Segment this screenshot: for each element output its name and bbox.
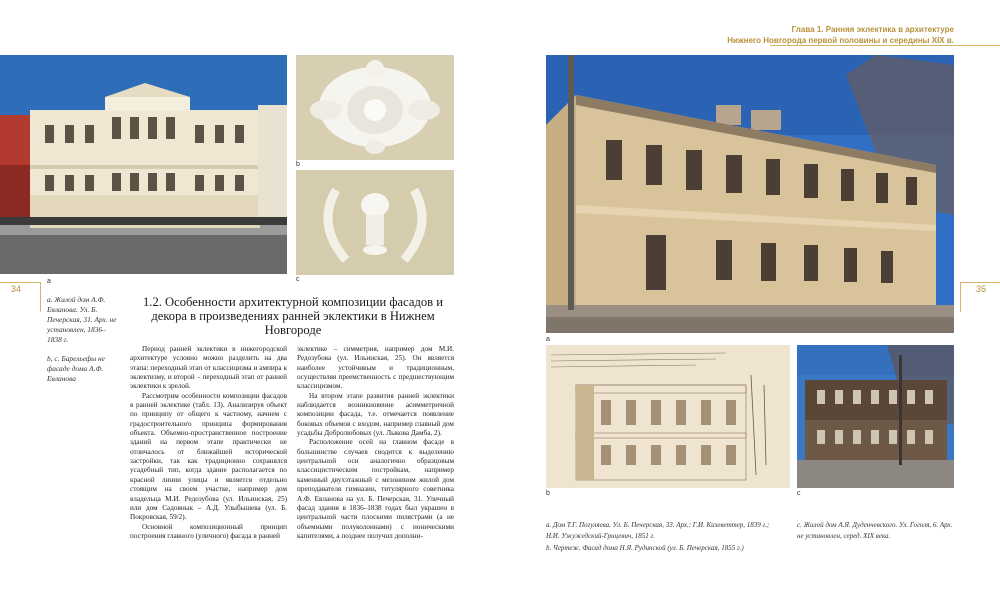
page-rule-right xyxy=(960,282,1000,283)
photo-relief-cartouche xyxy=(296,55,454,160)
paragraph: Рассмотрим особенности композиции фасадов в ранней эклектике (табл. 13). Анализируя объект по принципу от общего к частному, начнем с градостроительного принципа формирования объекта. Объемно-пространственное построение зданий на первом этапе практически не отличалось от ближайшей исторической застройки, так как традиционно сохранялся усадебный тип, когда здание располагается по красной линии улицы и является отдельно стоящим на своем участке, например дом владельца М.И. Редозубова (ул. Ильинская, 25) или дом Садовнык – А.Д. Улыбышева (ул. Б. Покровская, 59/2). xyxy=(130,391,287,522)
photo-label-b: b xyxy=(296,161,300,168)
photo-facade-drawing xyxy=(546,345,790,488)
chapter-header-line2: Нижнего Новгорода первой половины и середины XIX в. xyxy=(727,36,954,45)
body-column-2 xyxy=(297,345,454,541)
photo-pogulyaev-house xyxy=(546,55,954,333)
caption-photo-bc: b, c. Барельефы не фасаде дома А.Ф. Евланова xyxy=(47,354,105,383)
photo-label-right-c: c xyxy=(797,490,801,497)
caption-right-b: b. Чертеж. Фасад дома Н.Я. Рудинской (ул. Б. Печерская, 1855 г.) xyxy=(546,544,744,552)
page-rule-right-vertical xyxy=(960,282,961,312)
photo-label-right-a: a xyxy=(546,336,550,343)
page-number-left: 34 xyxy=(11,284,22,294)
chapter-header xyxy=(727,24,954,46)
chapter-header-line1: Глава 1. Ранняя эклектика в архитектуре xyxy=(791,25,954,34)
caption-right-a: а. Дом Т.Г. Погуляева. Ул. Б. Печерская, 33. Арх.: Г.И. Кизеветтер, 1839 г.; Н.И. Ужужедский-Грицевич, 1851 г. xyxy=(546,521,770,540)
chapter-header-rule xyxy=(770,45,1000,46)
caption-right-c: c. Жилой дом А.Я. Дуденчевского. Ул. Гоголя, 6. Арх. не установлен, серед. XIX века. xyxy=(797,521,953,540)
photo-label-right-b: b xyxy=(546,490,550,497)
photo-evlanov-house xyxy=(0,55,287,274)
photo-relief-vase xyxy=(296,170,454,275)
page-rule-left-vertical xyxy=(40,282,41,312)
section-heading: 1.2. Особенности архитектурной композиции фасадов и декора в произведениях ранней эклектики в Нижнем Новгороде xyxy=(143,295,443,337)
body-column-1 xyxy=(130,345,287,541)
caption-photo-a: а. Жилой дом А.Ф. Евланова. Ул. Б. Печерская, 31. Арх. не установлен, 1836–1838 г. xyxy=(47,295,117,344)
paragraph: Основной композиционный принцип построения главного (уличного) фасада в ранней xyxy=(130,522,287,540)
photo-label-c: c xyxy=(296,276,300,283)
photo-dudenchevsky-house xyxy=(797,345,954,488)
paragraph: На втором этапе развития ранней эклектики наблюдается возникновение асимметричной композиции фасада, т.е. отмечается появление боковых объемов с входом, например главный дом усадьбы Добролюбовых (ул. Лыкова Дамба, 2). xyxy=(297,391,454,438)
left-caption-column xyxy=(47,295,117,393)
paragraph: эклектике – симметрия, например дом М.И. Редозубова (ул. Ильинская, 25). Он является наиболее устойчивым и традиционным, осуществляя преемственность с предшествующим классицизмом. xyxy=(297,345,454,391)
photo-label-a: a xyxy=(47,278,51,285)
paragraph: Период ранней эклектики в нижегородской архитектуре условно можно разделить на два этапа: переходный этап от классицизма и ампира к эклектизму, и второй – переходный этап от ранней эклектики к зрелой. xyxy=(130,345,287,391)
paragraph: Расположение осей на главном фасаде в большинстве случаев сводится к выделению центральной оси аналогично образцовым классицистическим постройкам, например каменный двухэтажный с мезонином жилой дом преподавателя гимназии, титулярного советника А.Ф. Евланова на ул. Б. Печерская, 31. Уличный фасад здания в 1836–1838 годах был украшен в центральной части плоскими пилястрами (а не объемными полуколоннами) с ионическими капителями, а позднее получил дополни- xyxy=(297,438,454,540)
page-rule-left xyxy=(0,282,40,283)
page-number-right: 35 xyxy=(976,284,987,294)
